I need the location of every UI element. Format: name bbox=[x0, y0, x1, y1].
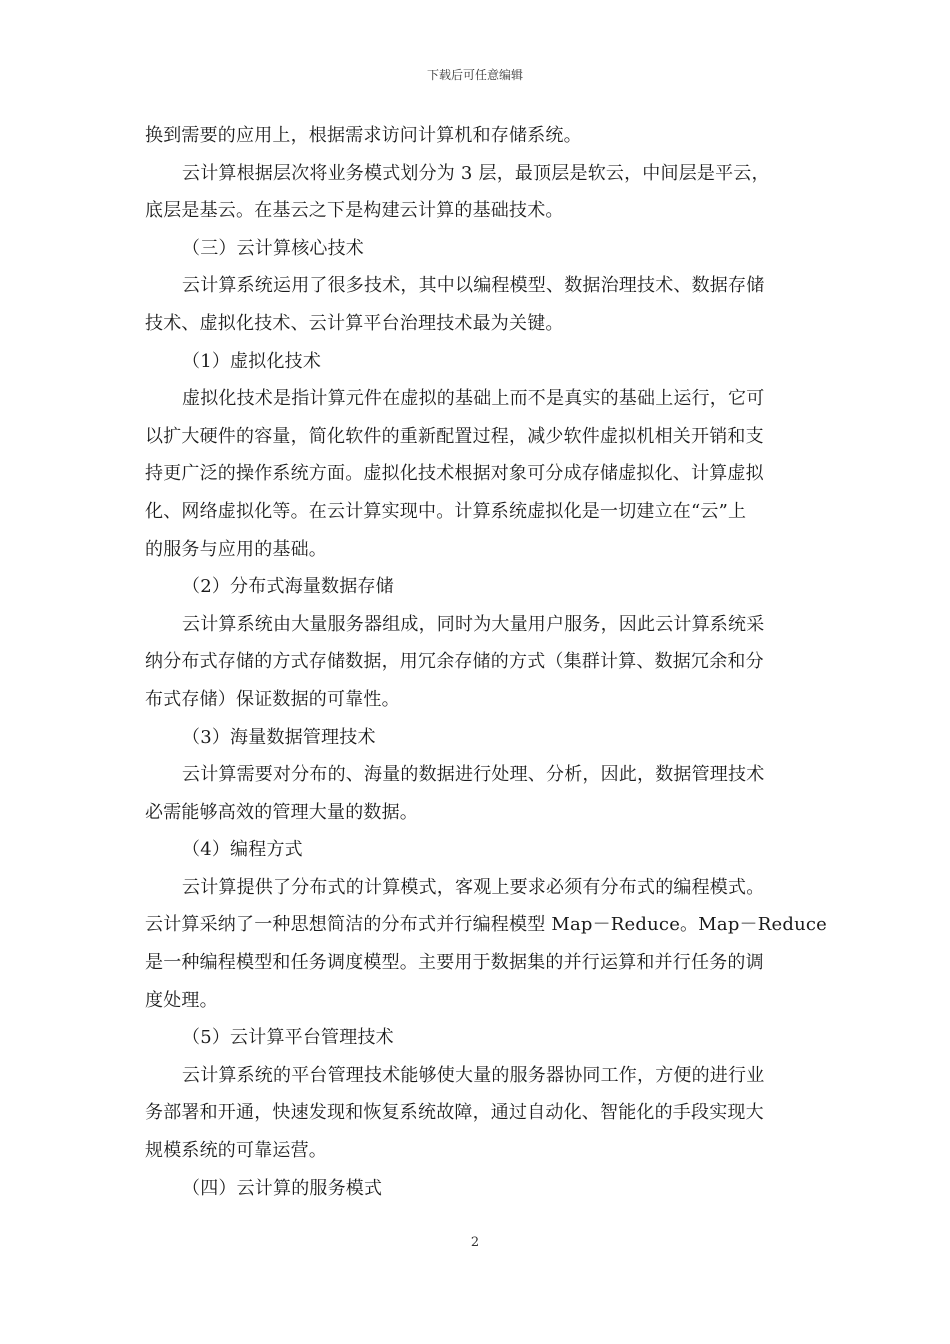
text-line: 持更广泛的操作系统方面。虚拟化技术根据对象可分成存储虚拟化、计算虚拟 bbox=[145, 463, 764, 485]
text-line: 纳分布式存储的方式存储数据，用冗余存储的方式（集群计算、数据冗余和分 bbox=[145, 651, 764, 673]
text-line: 必需能够高效的管理大量的数据。 bbox=[145, 801, 418, 823]
text-line: 底层是基云。在基云之下是构建云计算的基础技术。 bbox=[145, 200, 564, 222]
text-line: 技术、虚拟化技术、云计算平台治理技术最为关键。 bbox=[145, 312, 564, 334]
text-line: （3）海量数据管理技术 bbox=[182, 726, 376, 748]
text-line: 化、网络虚拟化等。在云计算实现中。计算系统虚拟化是一切建立在“云”上 bbox=[145, 500, 747, 522]
text-line: 云计算系统的平台管理技术能够使大量的服务器协同工作，方便的进行业 bbox=[182, 1064, 765, 1086]
text-line: 云计算提供了分布式的计算模式，客观上要求必须有分布式的编程模式。 bbox=[182, 876, 765, 898]
text-line: 规模系统的可靠运营。 bbox=[145, 1140, 327, 1162]
page-header: 下载后可任意编辑 bbox=[426, 68, 523, 82]
text-line: （4）编程方式 bbox=[182, 839, 303, 861]
text-line: 虚拟化技术是指计算元件在虚拟的基础上而不是真实的基础上运行，它可 bbox=[182, 388, 765, 410]
text-line: （5）云计算平台管理技术 bbox=[182, 1027, 394, 1049]
text-line: 云计算采纳了一种思想简洁的分布式并行编程模型 Map－Reduce。Map－Reduce bbox=[145, 914, 827, 936]
text-line: 云计算需要对分布的、海量的数据进行处理、分析，因此，数据管理技术 bbox=[182, 764, 765, 786]
text-line: 是一种编程模型和任务调度模型。主要用于数据集的并行运算和并行任务的调 bbox=[145, 952, 764, 974]
page-number: 2 bbox=[470, 1235, 480, 1250]
text-line: 务部署和开通，快速发现和恢复系统故障，通过自动化、智能化的手段实现大 bbox=[145, 1102, 764, 1124]
text-line: （三）云计算核心技术 bbox=[182, 237, 364, 259]
text-line: 以扩大硬件的容量，简化软件的重新配置过程，减少软件虚拟机相关开销和支 bbox=[145, 425, 764, 447]
document-body bbox=[145, 117, 827, 1207]
text-line: 的服务与应用的基础。 bbox=[145, 538, 327, 560]
text-line: 云计算系统由大量服务器组成，同时为大量用户服务，因此云计算系统采 bbox=[182, 613, 765, 635]
text-line: 换到需要的应用上，根据需求访问计算机和存储系统。 bbox=[145, 125, 582, 146]
text-line: （四）云计算的服务模式 bbox=[182, 1177, 383, 1199]
text-line: 布式存储）保证数据的可靠性。 bbox=[145, 688, 400, 710]
text-line: 云计算系统运用了很多技术，其中以编程模型、数据治理技术、数据存储 bbox=[182, 275, 765, 297]
text-line: 度处理。 bbox=[145, 989, 218, 1011]
text-line: （1）虚拟化技术 bbox=[182, 350, 322, 372]
text-line: 云计算根据层次将业务模式划分为 3 层，最顶层是软云，中间层是平云， bbox=[182, 162, 770, 184]
text-line: （2）分布式海量数据存储 bbox=[182, 576, 394, 598]
